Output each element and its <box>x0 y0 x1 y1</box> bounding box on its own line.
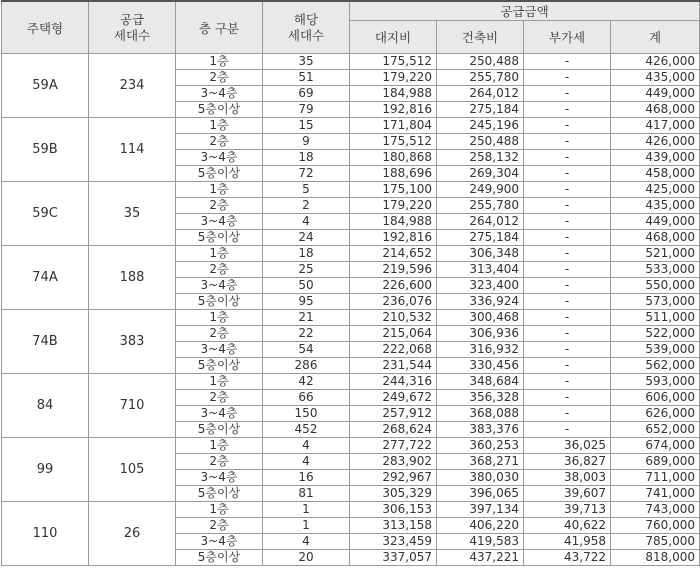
vat-cell: - <box>524 166 611 182</box>
land-cell: 192,816 <box>350 230 437 246</box>
units-cell: 4 <box>263 214 350 230</box>
total-cell: 539,000 <box>611 342 700 358</box>
vat-cell: - <box>524 406 611 422</box>
total-cell: 741,000 <box>611 486 700 502</box>
total-cell: 417,000 <box>611 118 700 134</box>
supply-units-cell: 35 <box>89 182 176 246</box>
supply-units-cell: 188 <box>89 246 176 310</box>
floor-cell: 3~4층 <box>176 278 263 294</box>
building-cell: 406,220 <box>437 518 524 534</box>
total-cell: 426,000 <box>611 54 700 70</box>
header-building: 건축비 <box>437 21 524 54</box>
vat-cell: - <box>524 358 611 374</box>
building-cell: 264,012 <box>437 214 524 230</box>
building-cell: 255,780 <box>437 198 524 214</box>
building-cell: 368,271 <box>437 454 524 470</box>
land-cell: 306,153 <box>350 502 437 518</box>
floor-cell: 5층이상 <box>176 102 263 118</box>
building-cell: 437,221 <box>437 550 524 566</box>
vat-cell: - <box>524 246 611 262</box>
total-cell: 760,000 <box>611 518 700 534</box>
units-cell: 81 <box>263 486 350 502</box>
table-row <box>2 374 700 390</box>
floor-cell: 5층이상 <box>176 294 263 310</box>
vat-cell: 36,827 <box>524 454 611 470</box>
vat-cell: - <box>524 134 611 150</box>
vat-cell: - <box>524 326 611 342</box>
units-cell: 1 <box>263 502 350 518</box>
total-cell: 449,000 <box>611 86 700 102</box>
units-cell: 69 <box>263 86 350 102</box>
total-cell: 449,000 <box>611 214 700 230</box>
land-cell: 180,868 <box>350 150 437 166</box>
vat-cell: 40,622 <box>524 518 611 534</box>
units-cell: 42 <box>263 374 350 390</box>
header-housing-type: 주택형 <box>2 1 89 54</box>
total-cell: 522,000 <box>611 326 700 342</box>
housing-type-cell: 99 <box>2 438 89 502</box>
floor-cell: 1층 <box>176 246 263 262</box>
total-cell: 425,000 <box>611 182 700 198</box>
floor-cell: 1층 <box>176 374 263 390</box>
land-cell: 337,057 <box>350 550 437 566</box>
floor-cell: 5층이상 <box>176 230 263 246</box>
building-cell: 306,348 <box>437 246 524 262</box>
total-cell: 458,000 <box>611 166 700 182</box>
vat-cell: - <box>524 422 611 438</box>
building-cell: 380,030 <box>437 470 524 486</box>
land-cell: 215,064 <box>350 326 437 342</box>
floor-cell: 3~4층 <box>176 470 263 486</box>
housing-type-cell: 110 <box>2 502 89 566</box>
vat-cell: 41,958 <box>524 534 611 550</box>
building-cell: 419,583 <box>437 534 524 550</box>
housing-type-cell: 59C <box>2 182 89 246</box>
building-cell: 313,404 <box>437 262 524 278</box>
header-vat: 부가세 <box>524 21 611 54</box>
floor-cell: 1층 <box>176 182 263 198</box>
header-land: 대지비 <box>350 21 437 54</box>
building-cell: 300,468 <box>437 310 524 326</box>
floor-cell: 2층 <box>176 454 263 470</box>
vat-cell: - <box>524 70 611 86</box>
units-cell: 5 <box>263 182 350 198</box>
units-cell: 79 <box>263 102 350 118</box>
land-cell: 257,912 <box>350 406 437 422</box>
units-cell: 35 <box>263 54 350 70</box>
floor-cell: 1층 <box>176 54 263 70</box>
total-cell: 435,000 <box>611 198 700 214</box>
vat-cell: - <box>524 230 611 246</box>
units-cell: 9 <box>263 134 350 150</box>
floor-cell: 1층 <box>176 310 263 326</box>
floor-cell: 3~4층 <box>176 406 263 422</box>
units-cell: 25 <box>263 262 350 278</box>
housing-type-cell: 74A <box>2 246 89 310</box>
housing-type-cell: 59B <box>2 118 89 182</box>
table-body <box>2 54 700 566</box>
units-cell: 286 <box>263 358 350 374</box>
header-floor-group: 층 구분 <box>176 1 263 54</box>
building-cell: 249,900 <box>437 182 524 198</box>
total-cell: 521,000 <box>611 246 700 262</box>
vat-cell: - <box>524 310 611 326</box>
floor-cell: 2층 <box>176 326 263 342</box>
land-cell: 323,459 <box>350 534 437 550</box>
vat-cell: - <box>524 374 611 390</box>
building-cell: 250,488 <box>437 54 524 70</box>
table-row <box>2 310 700 326</box>
units-cell: 66 <box>263 390 350 406</box>
supply-price-table <box>1 0 700 566</box>
vat-cell: - <box>524 118 611 134</box>
total-cell: 426,000 <box>611 134 700 150</box>
table-row <box>2 502 700 518</box>
total-cell: 550,000 <box>611 278 700 294</box>
land-cell: 179,220 <box>350 198 437 214</box>
floor-cell: 3~4층 <box>176 342 263 358</box>
units-cell: 72 <box>263 166 350 182</box>
land-cell: 175,512 <box>350 134 437 150</box>
land-cell: 192,816 <box>350 102 437 118</box>
land-cell: 184,988 <box>350 86 437 102</box>
units-cell: 1 <box>263 518 350 534</box>
table-row <box>2 118 700 134</box>
total-cell: 743,000 <box>611 502 700 518</box>
floor-cell: 3~4층 <box>176 150 263 166</box>
land-cell: 226,600 <box>350 278 437 294</box>
land-cell: 179,220 <box>350 70 437 86</box>
total-cell: 468,000 <box>611 102 700 118</box>
vat-cell: - <box>524 150 611 166</box>
units-cell: 24 <box>263 230 350 246</box>
building-cell: 356,328 <box>437 390 524 406</box>
units-cell: 4 <box>263 438 350 454</box>
vat-cell: 43,722 <box>524 550 611 566</box>
vat-cell: - <box>524 390 611 406</box>
total-cell: 674,000 <box>611 438 700 454</box>
supply-units-cell: 710 <box>89 374 176 438</box>
building-cell: 275,184 <box>437 230 524 246</box>
land-cell: 277,722 <box>350 438 437 454</box>
vat-cell: 39,607 <box>524 486 611 502</box>
floor-cell: 5층이상 <box>176 486 263 502</box>
supply-units-cell: 383 <box>89 310 176 374</box>
vat-cell: - <box>524 198 611 214</box>
housing-type-cell: 59A <box>2 54 89 118</box>
floor-cell: 5층이상 <box>176 422 263 438</box>
header-supply-units-label: 공급 세대수 <box>113 11 151 43</box>
table-row <box>2 246 700 262</box>
units-cell: 4 <box>263 534 350 550</box>
table-row <box>2 438 700 454</box>
land-cell: 236,076 <box>350 294 437 310</box>
vat-cell: - <box>524 214 611 230</box>
land-cell: 210,532 <box>350 310 437 326</box>
land-cell: 175,100 <box>350 182 437 198</box>
building-cell: 396,065 <box>437 486 524 502</box>
units-cell: 54 <box>263 342 350 358</box>
units-cell: 2 <box>263 198 350 214</box>
supply-units-cell: 234 <box>89 54 176 118</box>
floor-cell: 3~4층 <box>176 214 263 230</box>
land-cell: 283,902 <box>350 454 437 470</box>
vat-cell: - <box>524 342 611 358</box>
units-cell: 16 <box>263 470 350 486</box>
floor-cell: 5층이상 <box>176 358 263 374</box>
land-cell: 219,596 <box>350 262 437 278</box>
land-cell: 184,988 <box>350 214 437 230</box>
building-cell: 360,253 <box>437 438 524 454</box>
total-cell: 533,000 <box>611 262 700 278</box>
units-cell: 95 <box>263 294 350 310</box>
supply-units-cell: 114 <box>89 118 176 182</box>
building-cell: 383,376 <box>437 422 524 438</box>
building-cell: 245,196 <box>437 118 524 134</box>
building-cell: 269,304 <box>437 166 524 182</box>
land-cell: 292,967 <box>350 470 437 486</box>
header-supply-price: 공급금액 <box>350 1 700 21</box>
housing-type-cell: 84 <box>2 374 89 438</box>
total-cell: 652,000 <box>611 422 700 438</box>
supply-units-cell: 105 <box>89 438 176 502</box>
building-cell: 348,684 <box>437 374 524 390</box>
building-cell: 330,456 <box>437 358 524 374</box>
vat-cell: - <box>524 294 611 310</box>
floor-cell: 1층 <box>176 502 263 518</box>
vat-cell: - <box>524 278 611 294</box>
units-cell: 22 <box>263 326 350 342</box>
total-cell: 711,000 <box>611 470 700 486</box>
floor-cell: 1층 <box>176 438 263 454</box>
vat-cell: - <box>524 102 611 118</box>
table-row <box>2 182 700 198</box>
total-cell: 511,000 <box>611 310 700 326</box>
total-cell: 435,000 <box>611 70 700 86</box>
units-cell: 20 <box>263 550 350 566</box>
floor-cell: 2층 <box>176 134 263 150</box>
header-units <box>263 1 350 54</box>
building-cell: 336,924 <box>437 294 524 310</box>
total-cell: 689,000 <box>611 454 700 470</box>
units-cell: 15 <box>263 118 350 134</box>
units-cell: 50 <box>263 278 350 294</box>
land-cell: 313,158 <box>350 518 437 534</box>
vat-cell: 38,003 <box>524 470 611 486</box>
building-cell: 323,400 <box>437 278 524 294</box>
land-cell: 214,652 <box>350 246 437 262</box>
units-cell: 150 <box>263 406 350 422</box>
units-cell: 51 <box>263 70 350 86</box>
floor-cell: 3~4층 <box>176 534 263 550</box>
total-cell: 593,000 <box>611 374 700 390</box>
units-cell: 452 <box>263 422 350 438</box>
building-cell: 368,088 <box>437 406 524 422</box>
floor-cell: 2층 <box>176 518 263 534</box>
building-cell: 258,132 <box>437 150 524 166</box>
total-cell: 785,000 <box>611 534 700 550</box>
total-cell: 818,000 <box>611 550 700 566</box>
building-cell: 255,780 <box>437 70 524 86</box>
floor-cell: 5층이상 <box>176 166 263 182</box>
vat-cell: - <box>524 182 611 198</box>
floor-cell: 2층 <box>176 262 263 278</box>
total-cell: 573,000 <box>611 294 700 310</box>
table-header <box>2 1 700 54</box>
building-cell: 264,012 <box>437 86 524 102</box>
land-cell: 171,804 <box>350 118 437 134</box>
header-total: 계 <box>611 21 700 54</box>
supply-units-cell: 26 <box>89 502 176 566</box>
land-cell: 268,624 <box>350 422 437 438</box>
land-cell: 222,068 <box>350 342 437 358</box>
vat-cell: - <box>524 54 611 70</box>
total-cell: 626,000 <box>611 406 700 422</box>
vat-cell: 39,713 <box>524 502 611 518</box>
vat-cell: - <box>524 262 611 278</box>
units-cell: 18 <box>263 246 350 262</box>
building-cell: 306,936 <box>437 326 524 342</box>
floor-cell: 3~4층 <box>176 86 263 102</box>
land-cell: 175,512 <box>350 54 437 70</box>
floor-cell: 1층 <box>176 118 263 134</box>
building-cell: 316,932 <box>437 342 524 358</box>
total-cell: 606,000 <box>611 390 700 406</box>
header-units-label: 해당 세대수 <box>287 11 325 43</box>
vat-cell: 36,025 <box>524 438 611 454</box>
land-cell: 188,696 <box>350 166 437 182</box>
building-cell: 275,184 <box>437 102 524 118</box>
vat-cell: - <box>524 86 611 102</box>
total-cell: 468,000 <box>611 230 700 246</box>
building-cell: 250,488 <box>437 134 524 150</box>
units-cell: 18 <box>263 150 350 166</box>
total-cell: 562,000 <box>611 358 700 374</box>
land-cell: 249,672 <box>350 390 437 406</box>
units-cell: 21 <box>263 310 350 326</box>
floor-cell: 2층 <box>176 390 263 406</box>
land-cell: 244,316 <box>350 374 437 390</box>
building-cell: 397,134 <box>437 502 524 518</box>
floor-cell: 5층이상 <box>176 550 263 566</box>
table-row <box>2 54 700 70</box>
header-supply-units <box>89 1 176 54</box>
total-cell: 439,000 <box>611 150 700 166</box>
floor-cell: 2층 <box>176 198 263 214</box>
housing-type-cell: 74B <box>2 310 89 374</box>
land-cell: 231,544 <box>350 358 437 374</box>
units-cell: 4 <box>263 454 350 470</box>
floor-cell: 2층 <box>176 70 263 86</box>
land-cell: 305,329 <box>350 486 437 502</box>
